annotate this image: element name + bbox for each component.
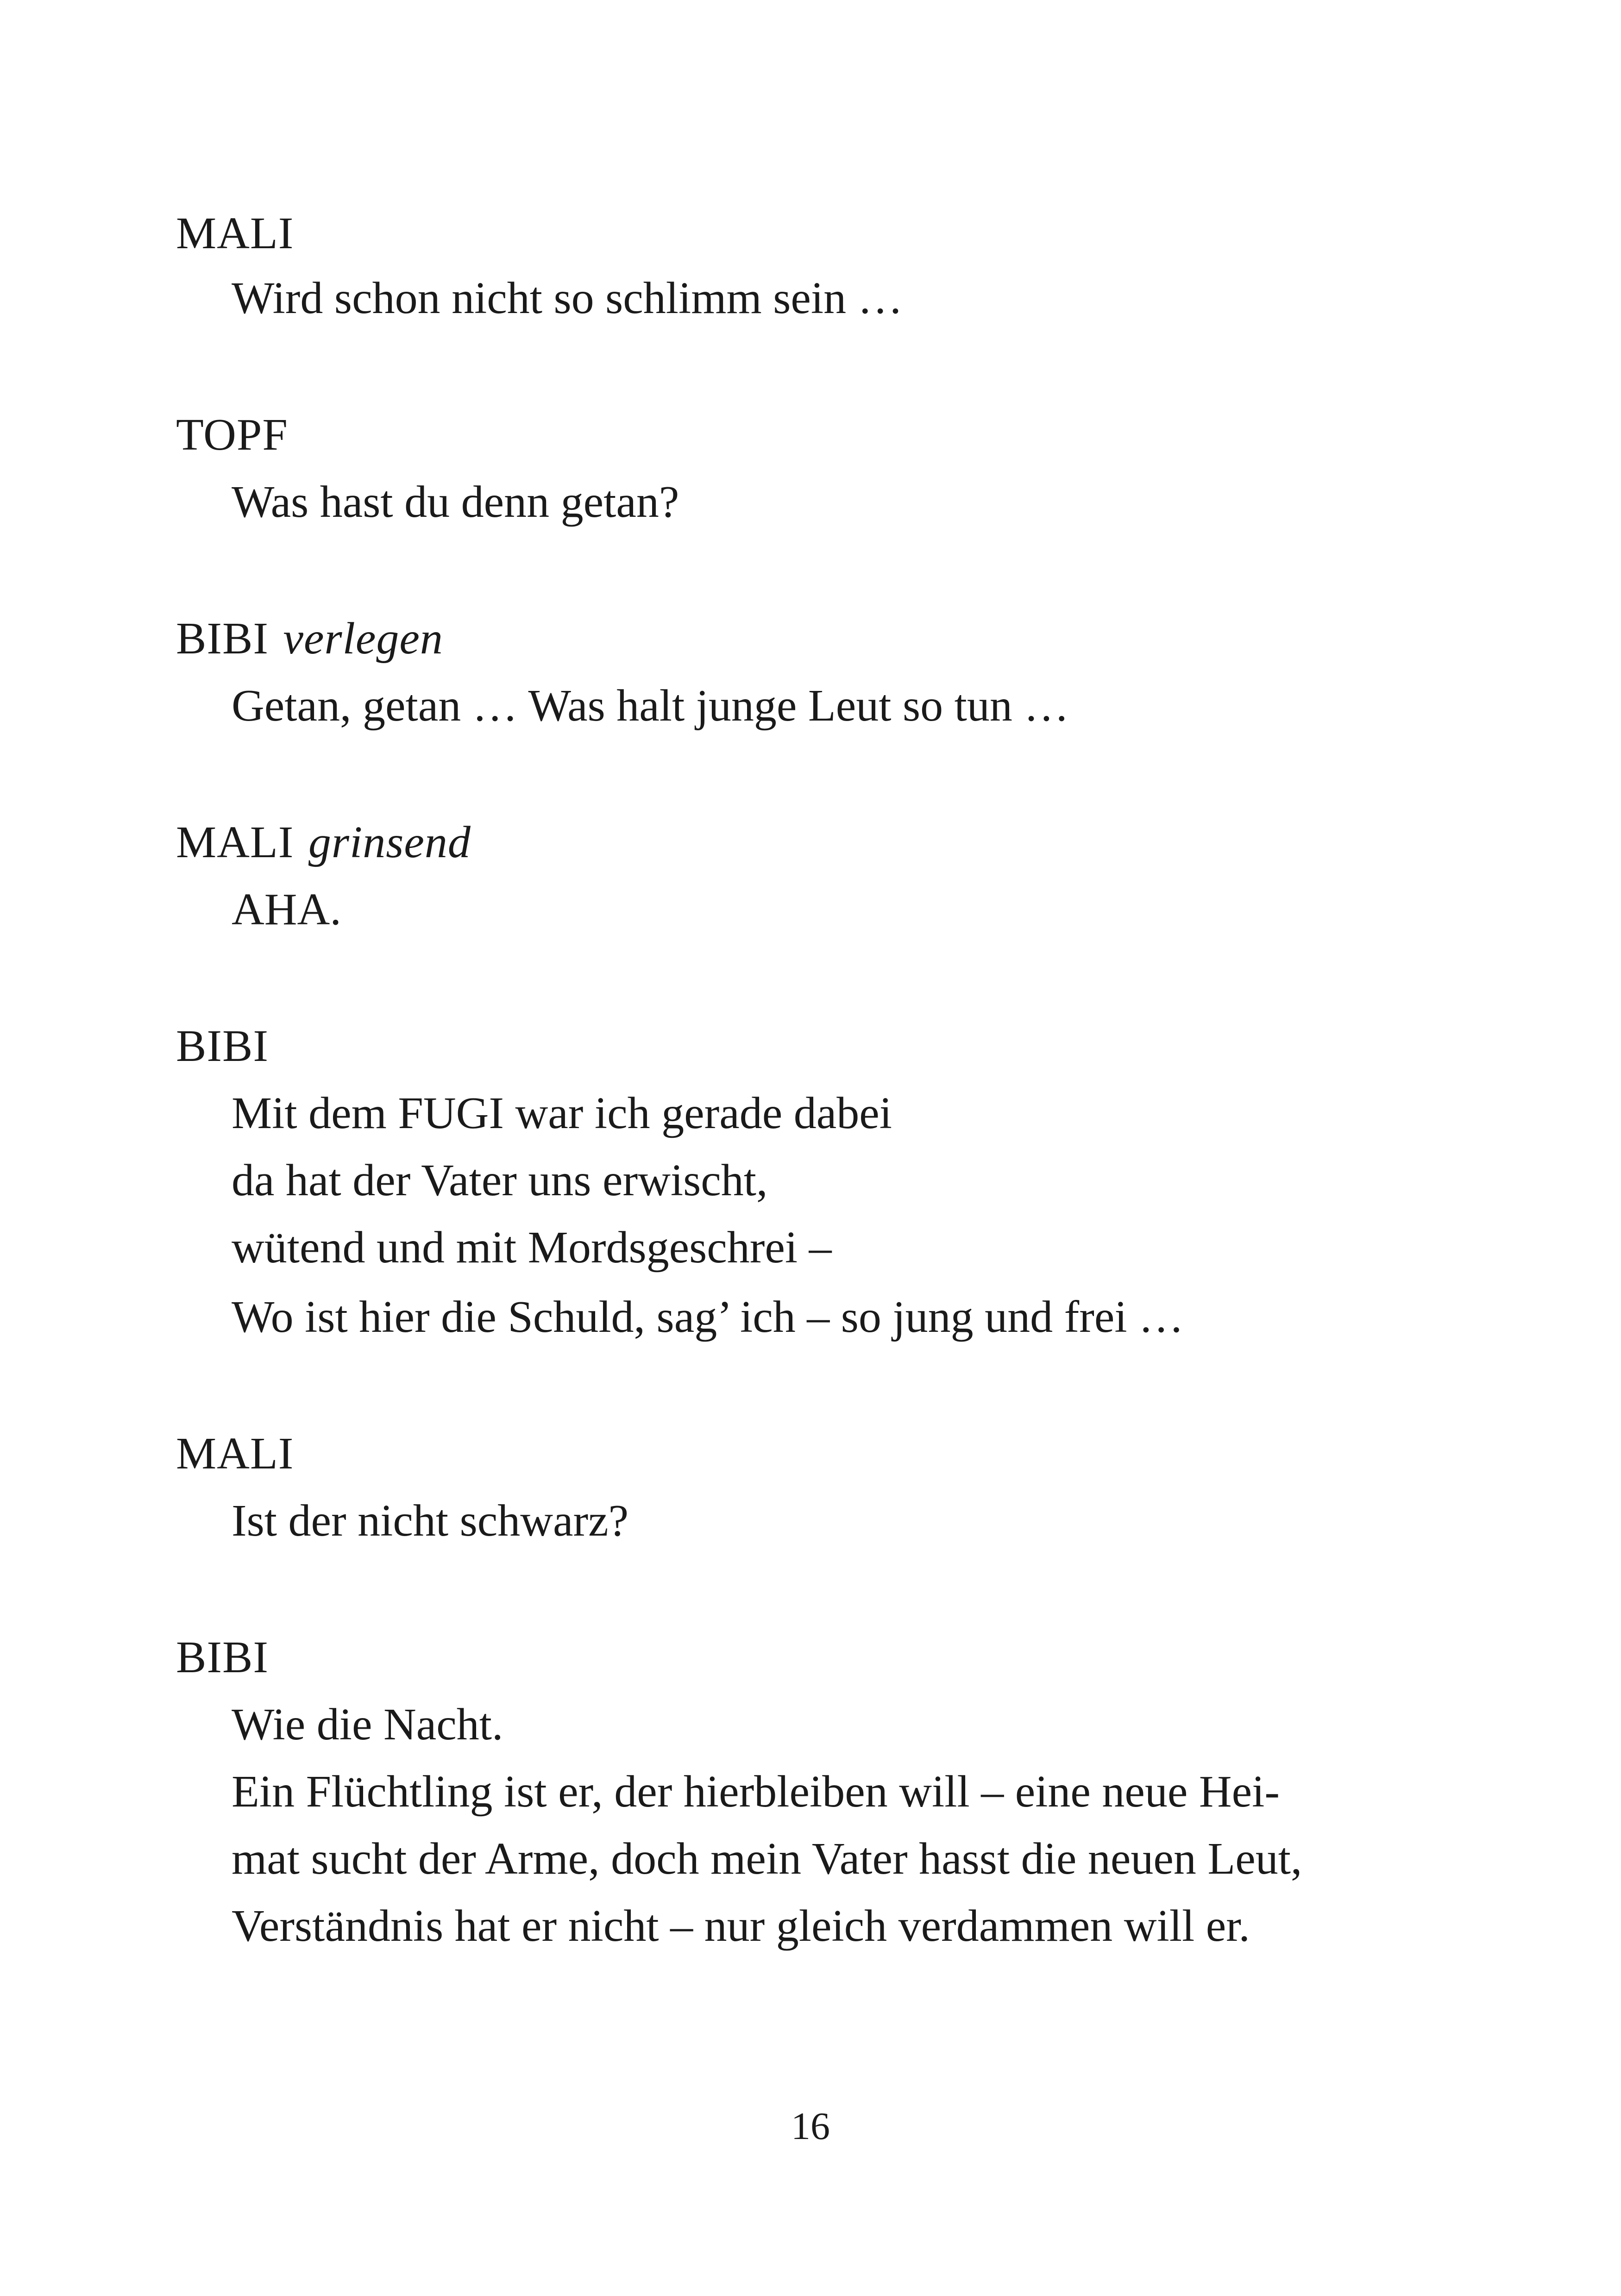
stage-direction: verlegen <box>283 614 443 664</box>
dialogue-line: Ist der nicht schwarz? <box>232 1496 629 1546</box>
dialogue-line: Wird schon nicht so schlimm sein … <box>232 273 903 323</box>
speaker-name <box>176 817 1519 867</box>
speaker-name <box>176 412 1519 458</box>
speaker-label: BIBI <box>176 1021 269 1071</box>
dialogue-line: da hat der Vater uns erwischt, <box>232 1155 768 1205</box>
speaker-label: BIBI <box>176 1632 269 1682</box>
page-number: 16 <box>791 2105 830 2148</box>
dialogue-line: mat sucht der Arme, doch mein Vater hasst die neuen Leut, <box>232 1834 1302 1884</box>
speaker-label: MALI <box>176 817 294 867</box>
dialogue-line: Ein Flüchtling ist er, der hierbleiben will – eine neue Hei- <box>232 1767 1280 1817</box>
dialogue-line: Getan, getan … Was halt junge Leut so tun … <box>232 681 1069 731</box>
speaker-label: BIBI <box>176 614 269 664</box>
dialogue-line: Was hast du denn getan? <box>232 477 679 527</box>
speaker-name <box>176 1023 1519 1069</box>
speaker-label: MALI <box>176 208 294 258</box>
dialogue-line: Wie die Nacht. <box>232 1700 503 1750</box>
dialogue-line: Verständnis hat er nicht – nur gleich verdammen will er. <box>232 1901 1250 1951</box>
dialogue-line: AHA. <box>232 885 341 935</box>
stage-direction: grinsend <box>308 817 471 867</box>
speaker-name <box>176 614 1519 664</box>
dialogue-line: Mit dem FUGI war ich gerade dabei <box>232 1088 892 1138</box>
speaker-name <box>176 1632 1519 1682</box>
speaker-label: MALI <box>176 1429 294 1479</box>
speaker-label: TOPF <box>176 410 288 460</box>
speaker-name <box>176 1429 1519 1479</box>
speaker-name <box>176 208 1519 258</box>
dialogue-line: wütend und mit Mordsgeschrei – <box>232 1223 832 1273</box>
dialogue-line: Wo ist hier die Schuld, sag’ ich – so jung und frei … <box>232 1292 1184 1342</box>
